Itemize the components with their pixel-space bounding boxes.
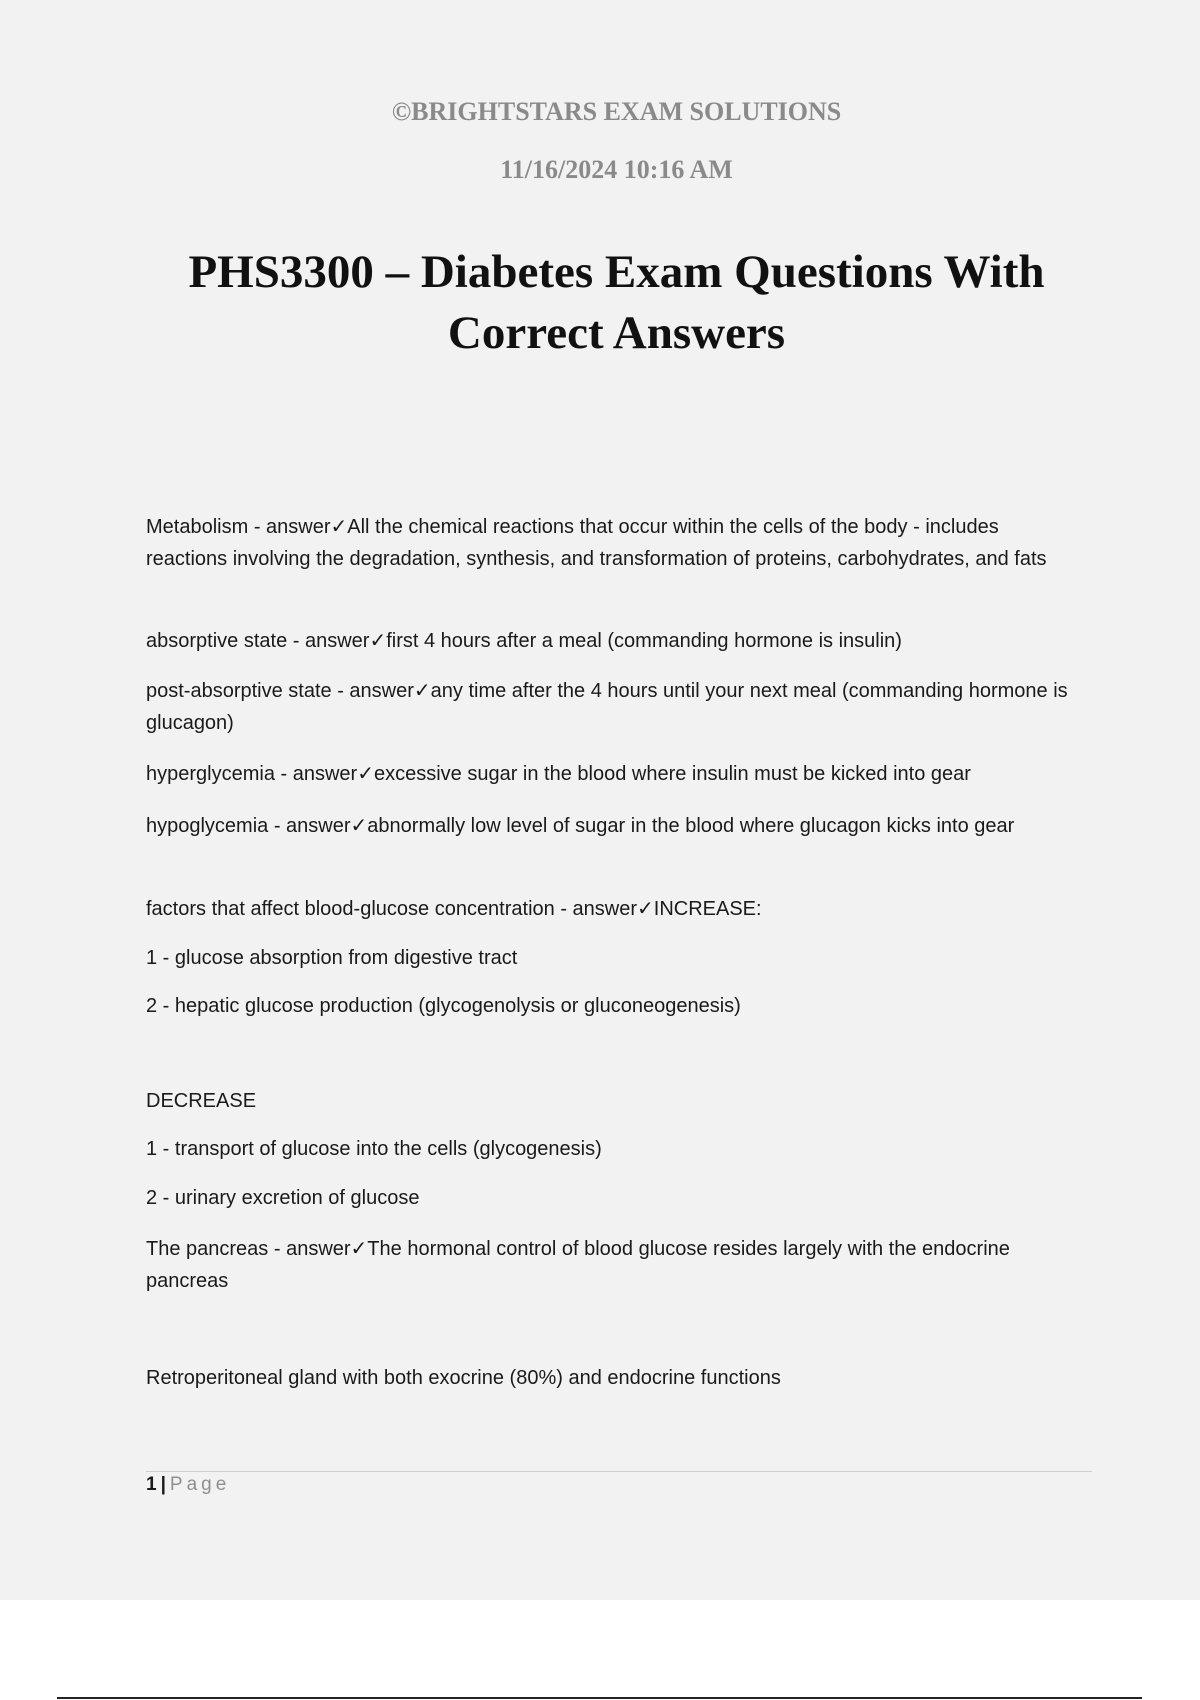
- footer-divider: [146, 1471, 1092, 1472]
- paragraph-metabolism: [146, 511, 1076, 575]
- page-footer: [146, 1474, 230, 1496]
- header-brand: ©BRIGHTSTARS EXAM SOLUTIONS: [391, 97, 842, 126]
- paragraph-decrease: [146, 1085, 1076, 1117]
- page-number: 1: [146, 1474, 157, 1495]
- paragraph-text: 2 - hepatic glucose production (glycogenolysis or gluconeogenesis): [146, 995, 741, 1017]
- paragraph-hypoglycemia: [146, 810, 1076, 842]
- paragraph-text: DECREASE: [146, 1090, 257, 1112]
- paragraph-text: post-absorptive state - answer✓any time after the 4 hours until your next meal (commanding hormone is glucagon): [146, 680, 1068, 734]
- paragraph-absorptive-state: [146, 625, 1076, 657]
- paragraph-text: 2 - urinary excretion of glucose: [146, 1187, 420, 1209]
- list-item-increase-2: [146, 990, 1076, 1022]
- paragraph-pancreas: [146, 1233, 1076, 1297]
- paragraph-text: 1 - glucose absorption from digestive tract: [146, 947, 518, 969]
- paragraph-text: factors that affect blood-glucose concentration - answer✓INCREASE:: [146, 898, 762, 920]
- paragraph-retroperitoneal: [146, 1362, 1076, 1394]
- list-item-decrease-1: [146, 1133, 1076, 1165]
- paragraph-factors: [146, 893, 1076, 925]
- paragraph-text: Metabolism - answer✓All the chemical reactions that occur within the cells of the body - includes reactions involving the degradation, synthesis, and transformation of proteins, carbohydrates, and fats: [146, 516, 1047, 570]
- paragraph-text: absorptive state - answer✓first 4 hours after a meal (commanding hormone is insulin): [146, 630, 902, 652]
- paragraph-text: The pancreas - answer✓The hormonal control of blood glucose resides largely with the endocrine pancreas: [146, 1238, 1010, 1292]
- paragraph-text: hyperglycemia - answer✓excessive sugar in the blood where insulin must be kicked into gear: [146, 763, 971, 785]
- list-item-increase-1: [146, 942, 1076, 974]
- paragraph-text: 1 - transport of glucose into the cells (glycogenesis): [146, 1138, 602, 1160]
- document-title: PHS3300 – Diabetes Exam Questions With Correct Answers: [188, 246, 1045, 359]
- paragraph-text: hypoglycemia - answer✓abnormally low level of sugar in the blood where glucagon kicks into gear: [146, 815, 1015, 837]
- page-label: Page: [169, 1474, 231, 1495]
- paragraph-post-absorptive-state: [146, 675, 1076, 739]
- list-item-decrease-2: [146, 1182, 1076, 1214]
- footer-separator: |: [160, 1474, 166, 1495]
- next-page-rule: [57, 1697, 1142, 1699]
- paragraph-text: Retroperitoneal gland with both exocrine (80%) and endocrine functions: [146, 1367, 781, 1389]
- header-datetime: 11/16/2024 10:16 AM: [500, 155, 733, 184]
- paragraph-hyperglycemia: [146, 758, 1076, 790]
